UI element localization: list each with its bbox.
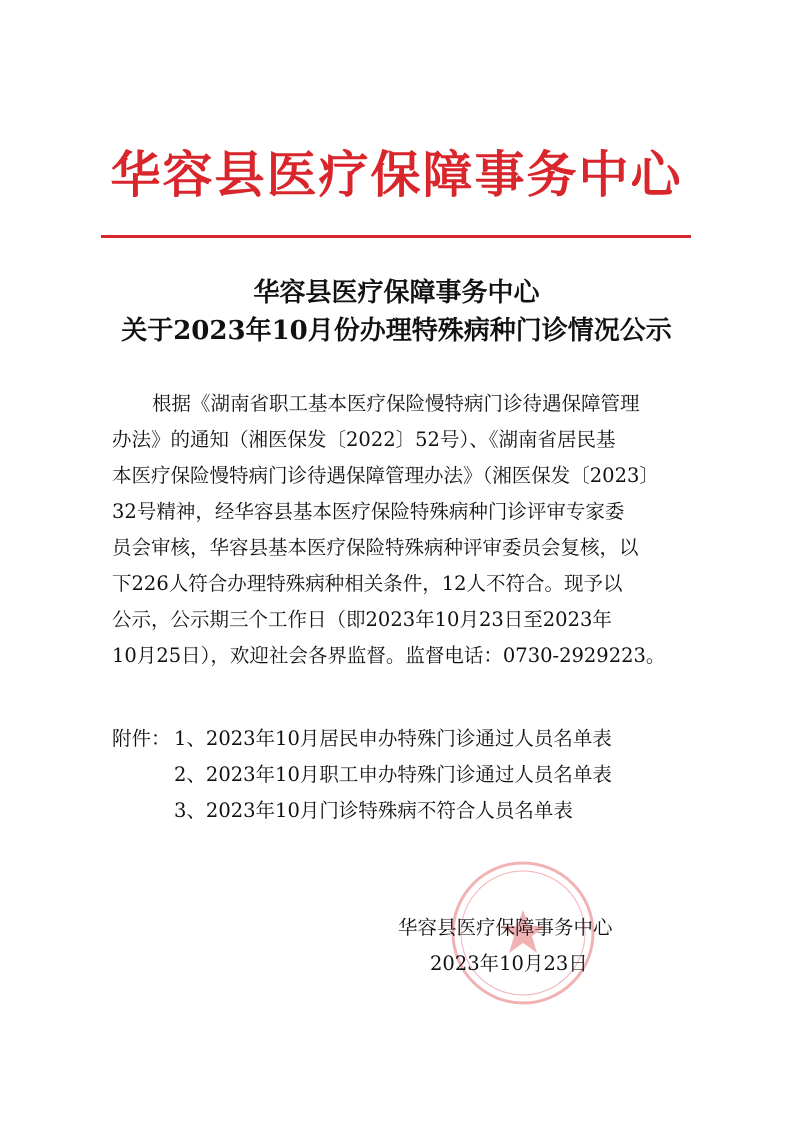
document-title-line-1: 华容县医疗保障事务中心: [253, 278, 540, 308]
attachments-label: 附件：: [112, 727, 171, 750]
document-title-line-2: 关于2023年10月份办理特殊病种门诊情况公示: [121, 316, 672, 346]
body-line-2: 办法》的通知（湘医保发〔2022〕52号）、《湖南省居民基: [112, 428, 616, 451]
body-line-3: 本医疗保险慢特病门诊待遇保障管理办法》（湘医保发〔2023〕: [112, 464, 659, 487]
signature-organization: 华容县医疗保障事务中心: [398, 916, 613, 939]
body-line-1: 根据《湖南省职工基本医疗保险慢特病门诊待遇保障管理: [152, 392, 640, 415]
letterhead-red-rule: [101, 235, 691, 238]
letterhead-title: 华容县医疗保障事务中心: [110, 146, 683, 204]
attachment-item-3: 3、2023年10月门诊特殊病不符合人员名单表: [174, 799, 573, 822]
body-line-6: 下226人符合办理特殊病种相关条件，12人不符合。现予以: [112, 572, 623, 595]
body-line-5: 员会审核，华容县基本医疗保险特殊病种评审委员会复核，以: [112, 536, 639, 559]
body-line-7: 公示，公示期三个工作日（即2023年10月23日至2023年: [112, 608, 612, 631]
body-line-8: 10月25日），欢迎社会各界监督。监督电话：0730-2929223。: [112, 644, 666, 667]
attachment-item-1: 1、2023年10月居民申办特殊门诊通过人员名单表: [174, 727, 612, 750]
attachment-item-2: 2、2023年10月职工申办特殊门诊通过人员名单表: [174, 763, 612, 786]
signature-date: 2023年10月23日: [430, 952, 588, 975]
body-line-4: 32号精神，经华容县基本医疗保险特殊病种门诊评审专家委: [112, 500, 625, 523]
